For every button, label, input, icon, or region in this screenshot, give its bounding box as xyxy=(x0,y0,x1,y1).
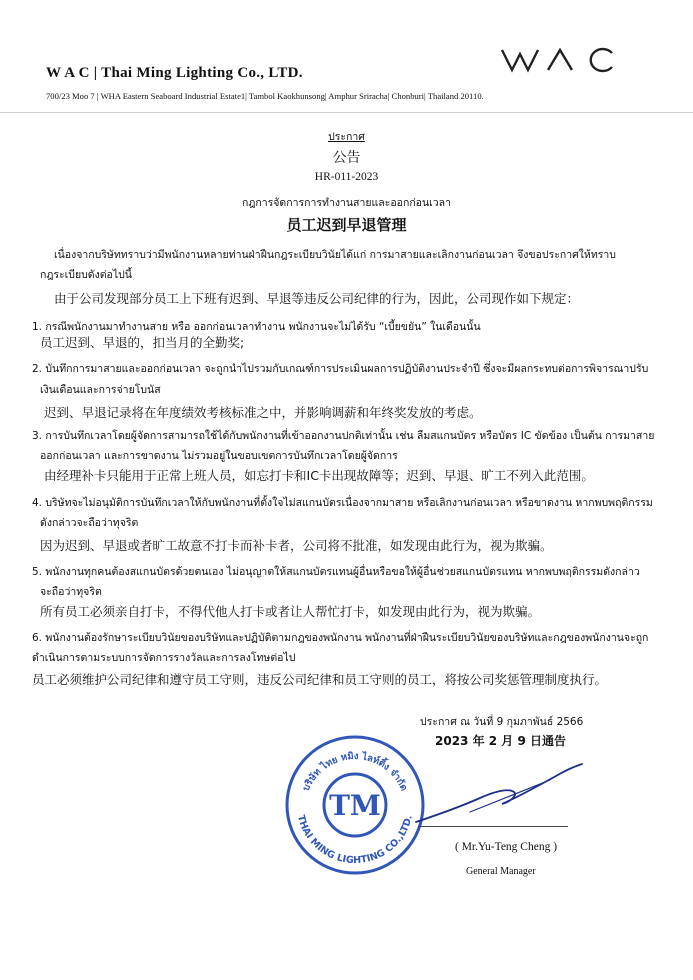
item-th-line: จะถือว่าทุจริต xyxy=(40,586,102,598)
handwritten-signature xyxy=(410,762,590,836)
signer-position: General Manager xyxy=(466,866,536,877)
intro-zh: 由于公司发现部分员工上下班有迟到、早退等违反公司纪律的行为，因此，公司现作如下规定： xyxy=(54,291,580,306)
subject-th: กฎการจัดการการทำงานสายและออกก่อนเวลา xyxy=(241,197,451,209)
intro-th-line: เนื่องจากบริษัททราบว่ามีพนักงานหลายท่านฝ่าฝืนกฎระเบียบวินัยได้แก่ การมาสายและเลิกงานก่อนเวลา จึงขอประกาศให้ทราบ xyxy=(54,249,616,261)
item-zh: 因为迟到、早退或者旷工故意不打卡而补卡者，公司将不批准，如发现由此行为，视为欺骗。 xyxy=(40,538,553,553)
svg-text:บริษัท ไทย หมิง ไลท์ติ้ง จำกัด xyxy=(301,750,410,792)
company-name: W A C | Thai Ming Lighting Co., LTD. xyxy=(46,65,303,81)
item-th-line: เงินเดือนและการจ่ายโบนัส xyxy=(40,384,161,396)
item-zh: 迟到、早退记录将在年度绩效考核标准之中，并影响调薪和年终奖发放的考虑。 xyxy=(44,405,482,420)
announce-date-th: ประกาศ ณ วันที่ 9 กุมภาพันธ์ 2566 xyxy=(420,716,584,728)
item-th-line: ดังกล่าวจะถือว่าทุจริต xyxy=(40,517,139,529)
subject-zh: 员工迟到早退管理 xyxy=(286,216,407,234)
company-address: 700/23 Moo 7 | WHA Eastern Seaboard Industrial Estate1| Tambol Kaokhunsong| Amphur Sriracha| Chonburi| Thailand 20110. xyxy=(46,91,484,101)
stamp-bottom-text: THAI MING LIGHTING CO.,LTD. xyxy=(295,814,415,867)
header-divider xyxy=(0,112,693,113)
item-th-line: ออกก่อนเวลา และการขาดงาน ไม่รวมอยู่ในขอบเขตการบันทึกเวลาโดยผู้จัดการ xyxy=(40,450,398,462)
wac-logo xyxy=(500,44,620,80)
document-number: HR-011-2023 xyxy=(314,171,379,183)
item-th-line: 5. พนักงานทุกคนต้องสแกนบัตรด้วยตนเอง ไม่อนุญาตให้สแกนบัตรแทนผู้อื่นหรือขอให้ผู้อื่นช่วยสแกนบัตรแทน หากพบพฤติกรรมดังกล่าว xyxy=(32,566,640,578)
item-th-line: 4. บริษัทจะไม่อนุมัติการบันทึกเวลาให้กับพนักงานที่ตั้งใจไม่สแกนบัตรเนื่องจากมาสาย หรือเลิกงานก่อนเวลา หรือขาดงาน หากพบพฤติกรรม xyxy=(32,497,653,509)
item-th-line: 3. การบันทึกเวลาโดยผู้จัดการสามารถใช้ได้กับพนักงานที่เข้าออกงานปกติเท่านั้น เช่น ลืมสแกนบัตร หรือบัตร IC ขัดข้อง เป็นต้น การมาสาย xyxy=(32,430,655,442)
signer-name: ( Mr.Yu-Teng Cheng ) xyxy=(455,841,558,853)
announce-date-zh: 2023 年 2 月 9 日通告 xyxy=(435,734,566,748)
item-th-line: 2. บันทึกการมาสายและออกก่อนเวลา จะถูกนำไปรวมกับเกณฑ์การประเมินผลการปฏิบัติงานประจำปี ซึ่งจะมีผลกระทบต่อการพิจารณาปรับ xyxy=(32,363,649,375)
stamp-center-text: TM xyxy=(329,789,381,822)
item-zh: 员工迟到、早退的，扣当月的全勤奖; xyxy=(40,335,245,350)
item-th-line: 1. กรณีพนักงานมาทำงานสาย หรือ ออกก่อนเวลาทำงาน พนักงานจะไม่ได้รับ “เบี้ยขยัน” ในเดือนนั้น xyxy=(32,321,481,333)
announce-title-th: ประกาศ xyxy=(328,131,365,143)
item-zh: 由经理补卡只能用于正常上班人员，如忘打卡和IC卡出现故障等；迟到、早退、旷工不列入此范围。 xyxy=(44,468,594,483)
company-stamp xyxy=(283,733,428,882)
signature-line xyxy=(418,826,568,827)
announce-title-zh: 公告 xyxy=(332,150,361,166)
stamp-top-text: บริษัท ไทย หมิง ไลท์ติ้ง จำกัด xyxy=(300,750,410,793)
item-th-line: 6. พนักงานต้องรักษาระเบียบวินัยของบริษัทและปฏิบัติตามกฎของพนักงาน พนักงานที่ฝ่าฝืนระเบียบวินัยของบริษัทและกฎของพนักงานจะถูก xyxy=(32,632,649,644)
intro-th-line: กฎระเบียบดังต่อไปนี้ xyxy=(40,269,132,281)
item-th-line: ดำเนินการตามระบบการจัดการรางวัลและการลงโทษต่อไป xyxy=(32,652,296,664)
item-zh: 所有员工必须亲自打卡，不得代他人打卡或者让人帮忙打卡，如发现由此行为，视为欺骗。 xyxy=(40,604,541,619)
item-zh: 员工必须维护公司纪律和遵守员工守则，违反公司纪律和员工守则的员工，将按公司奖惩管理制度执行。 xyxy=(32,672,608,687)
